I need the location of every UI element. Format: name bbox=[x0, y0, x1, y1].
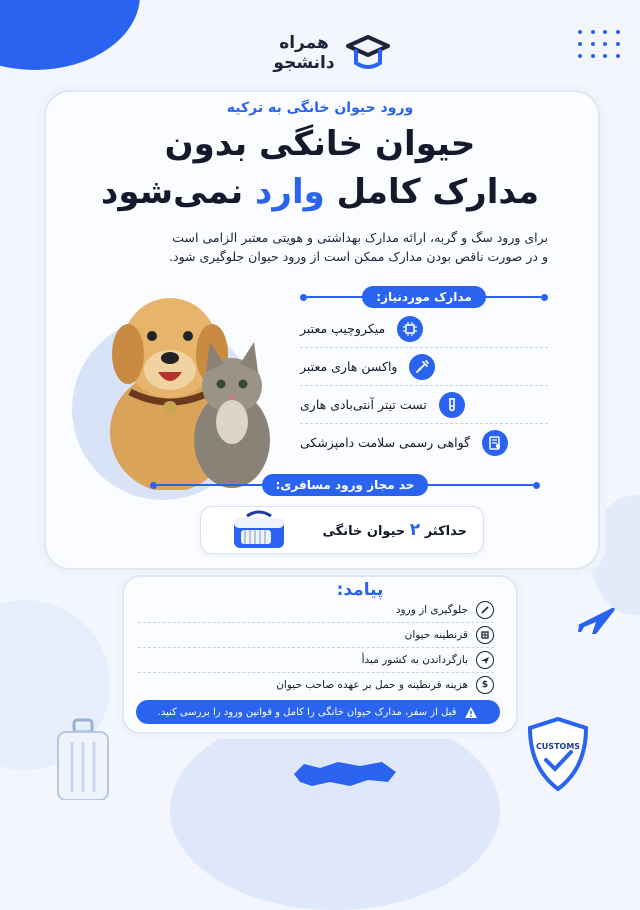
turkey-map-icon bbox=[290, 756, 400, 792]
document-label: واکسن هاری معتبر bbox=[300, 359, 398, 374]
limit-title: حد مجاز ورود مسافری: bbox=[262, 474, 429, 496]
list-item bbox=[300, 424, 548, 461]
corner-blob bbox=[0, 0, 140, 70]
notice-text: قبل از سفر، مدارک حیوان خانگی را کامل و قوانین ورود را بررسی کنید. bbox=[157, 706, 457, 718]
list-item bbox=[300, 348, 548, 386]
list-item bbox=[138, 648, 494, 673]
documents-header bbox=[300, 286, 548, 308]
consequences-title: پیامد: bbox=[336, 580, 384, 600]
list-item bbox=[138, 598, 494, 623]
list-item bbox=[138, 623, 494, 648]
document-label: میکروچیپ معتبر bbox=[300, 321, 386, 336]
graduation-cap-icon bbox=[345, 33, 391, 73]
notice-banner bbox=[136, 700, 500, 724]
list-item bbox=[300, 386, 548, 424]
suitcase-icon bbox=[54, 718, 112, 800]
no-entry-icon bbox=[476, 601, 494, 619]
dot-grid-decoration bbox=[578, 30, 622, 60]
headline-line-1: حیوان خانگی بدون bbox=[164, 124, 476, 164]
certificate-icon bbox=[482, 430, 508, 456]
syringe-icon bbox=[409, 354, 435, 380]
kicker-text: ورود حیوان خانگی به ترکیه bbox=[226, 100, 414, 116]
consequence-label: هزینه قرنطینه و حمل بر عهده صاحب حیوان bbox=[276, 679, 468, 691]
documents-list bbox=[300, 310, 548, 461]
microchip-icon bbox=[397, 316, 423, 342]
plane-icon bbox=[476, 651, 494, 669]
quarantine-icon bbox=[476, 626, 494, 644]
airplane-icon bbox=[572, 600, 616, 640]
consequence-label: بازگرداندن به کشور مبدأ bbox=[361, 654, 468, 666]
customs-label: CUSTOMS bbox=[535, 742, 581, 751]
globe-decoration bbox=[170, 710, 500, 910]
consequence-label: قرنطینه حیوان bbox=[404, 629, 468, 641]
brand-logo bbox=[262, 26, 402, 80]
money-icon: $ bbox=[476, 676, 494, 694]
intro-text: برای ورود سگ و گربه، ارائه مدارک بهداشتی و هویتی معتبر الزامی است و در صورت ناقص بودن مدارک ممکن است از ورود حیوان جلوگیری شود. bbox=[169, 230, 548, 264]
limit-header bbox=[150, 474, 540, 496]
test-tube-icon bbox=[439, 392, 465, 418]
pet-carrier-icon bbox=[231, 510, 287, 550]
customs-shield-icon bbox=[526, 716, 590, 792]
documents-title: مدارک موردنیاز: bbox=[362, 286, 485, 308]
limit-box bbox=[200, 506, 484, 554]
headline-line-2: مدارک کامل وارد نمی‌شود bbox=[100, 172, 540, 212]
consequence-label: جلوگیری از ورود bbox=[395, 604, 468, 616]
document-label: گواهی رسمی سلامت دامپزشکی bbox=[300, 435, 471, 450]
list-item bbox=[138, 673, 494, 697]
dog-and-cat-illustration bbox=[100, 272, 280, 490]
consequences-list bbox=[138, 598, 494, 697]
document-label: تست تیتر آنتی‌بادی هاری bbox=[300, 397, 427, 412]
warning-icon bbox=[464, 706, 478, 719]
limit-text: حداکثر ۲ حیوان خانگی bbox=[322, 520, 467, 540]
brand-name: همراه دانشجو bbox=[273, 33, 335, 73]
list-item bbox=[300, 310, 548, 348]
